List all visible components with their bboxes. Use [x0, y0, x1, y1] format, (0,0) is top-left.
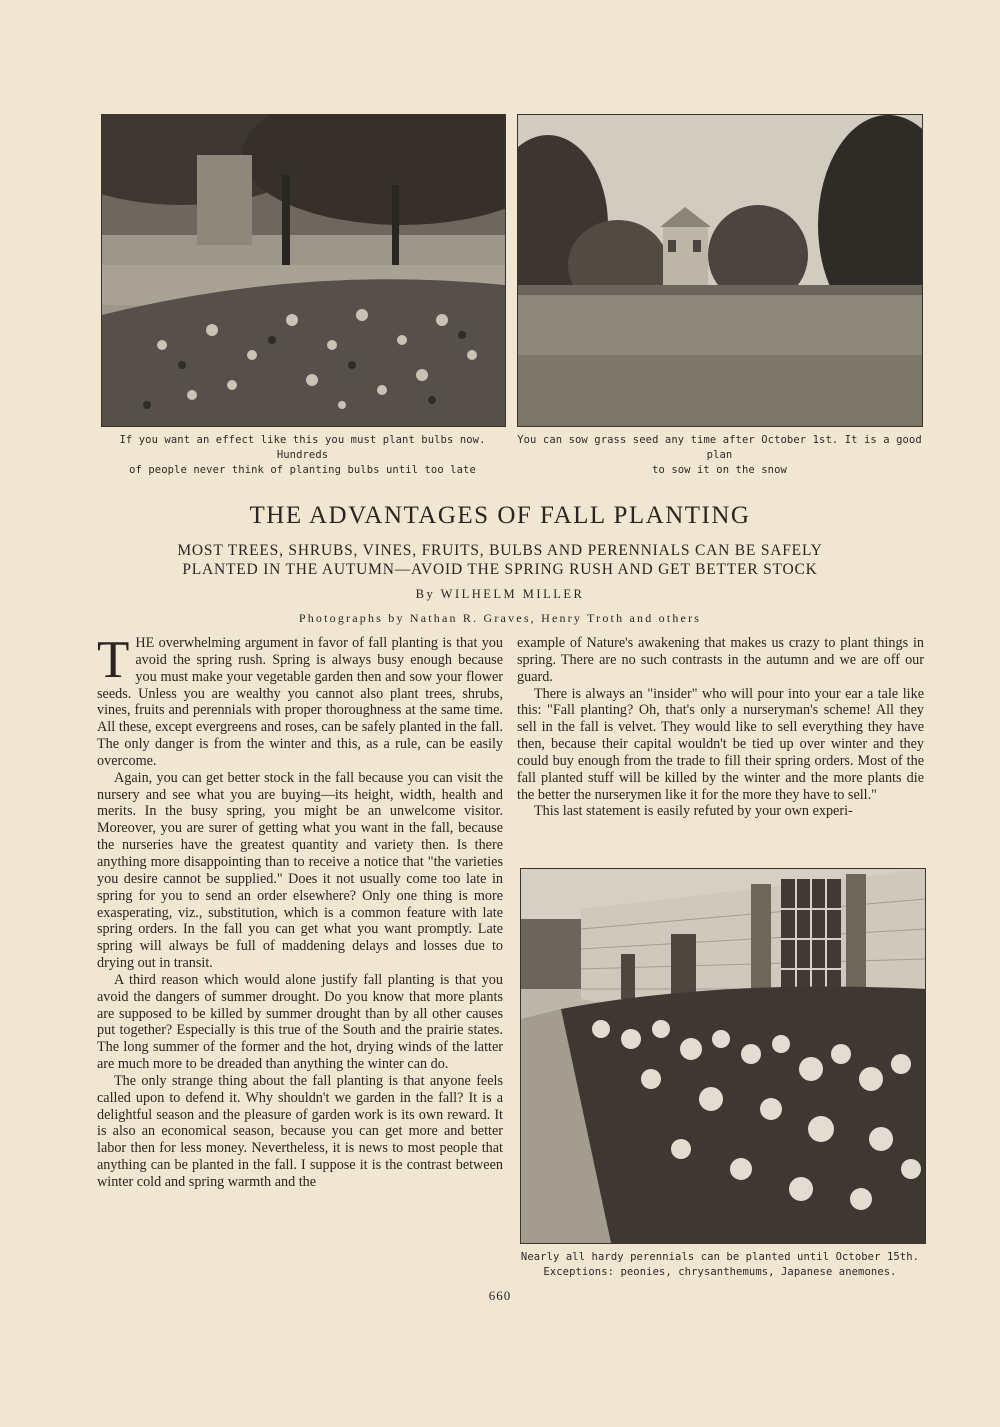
paragraph: There is always an "insider" who will pour into your ear a tale like this: "Fall planting? Oh, that's only a nurseryman's scheme! All they sell in the fall is velvet. They would like to sell everything they have then, because their capital wouldn't be tied up over winter and they could buy enough from the trade to fill their spring orders. Most of the fall planted stuff will be killed by the winter and the more plants die the better the nurserymen like it for the more they have to sell.": [517, 685, 924, 803]
article-subtitle-line-2: PLANTED IN THE AUTUMN—AVOID THE SPRING RUSH AND GET BETTER STOCK: [182, 561, 818, 578]
tulip-bed-photo: [101, 114, 506, 427]
article-subtitle-line-1: MOST TREES, SHRUBS, VINES, FRUITS, BULBS AND PERENNIALS CAN BE SAFELY: [177, 542, 823, 559]
caption-line: to sow it on the snow: [652, 464, 787, 476]
paragraph: The only strange thing about the fall planting is that anyone feels called upon to defend it. Why shouldn't we garden in the fall? It is a delightful season and the pleasure of garden work is its own reward. It is also an economical season, because you can get more and better labor then for less money. Nevertheless, it is news to most people that anything can be planted in the fall. I suppose it is the contrast between winter cold and spring warmth and the: [97, 1072, 503, 1190]
paragraph: This last statement is easily refuted by your own experi-: [534, 803, 853, 820]
perennial-photo-caption: [505, 1250, 935, 1280]
paragraph: example of Nature's awakening that makes us crazy to plant things in spring. There are no such contrasts in the autumn and we are off our guard.: [517, 635, 924, 685]
right-column: [517, 635, 924, 820]
left-column: [97, 631, 503, 1191]
article-title: THE ADVANTAGES OF FALL PLANTING: [249, 502, 751, 529]
lawn-photo-caption: [512, 433, 927, 478]
caption-line: Nearly all hardy perennials can be planted until October 15th.: [520, 1251, 920, 1263]
paragraph: A third reason which would alone justify fall planting is that you avoid the dangers of summer drought. Do you know that more plants are supposed to be killed by summer drought than by all other causes put together? Especially is this true of the South and the prairie states. The long summer of the former and the hot, drying winds of the latter are much more to be dreaded than anything the winter can do.: [97, 971, 503, 1073]
paragraph: [97, 631, 503, 770]
author-byline: By WILHELM MILLER: [415, 587, 585, 601]
perennial-border-photo: [520, 868, 926, 1244]
paragraph-text: HE overwhelming argument in favor of fall planting is that you avoid the spring rush. Spring is always busy enough because you must make your vegetable garden then and sow your flower seeds. Unless you are wealthy you cannot also plant trees, shrubs, vines, fruits and perennials with proper thoroughness at the same time. All these, except evergreens and roses, can be safely planted in the fall. The only danger is from the winter and this, as a rule, can be easily overcome.: [97, 635, 503, 769]
lawn-photo: [517, 114, 923, 427]
caption-line: of people never think of planting bulbs until too late: [129, 464, 476, 476]
paragraph: Again, you can get better stock in the fall because you can visit the nursery and see what you are buying—its height, width, health and merits. In the busy spring, you might be an unwelcome visitor. Moreover, you are surer of getting what you want in the fall, because the nurseries have the greatest quantity and variety then. Is there anything more disappointing than to receive a notice that "the varieties you desire cannot be supplied." Does it not usually come too late in spring for you to send an order elsewhere? Only one thing is more exasperating, viz., substitution, which is a common feature with late spring orders. In the fall you can get what you want promptly. Late spring will always be full of maddening delays and losses due to drying out in transit.: [97, 769, 503, 972]
caption-line: If you want an effect like this you must plant bulbs now. Hundreds: [119, 434, 486, 461]
caption-line: You can sow grass seed any time after October 1st. It is a good plan: [517, 434, 922, 461]
photo-credits: Photographs by Nathan R. Graves, Henry Troth and others: [298, 611, 702, 625]
drop-cap: T: [97, 631, 130, 689]
page-number: 660: [488, 1288, 512, 1303]
caption-line: Exceptions: peonies, chrysanthemums, Japanese anemones.: [543, 1266, 897, 1278]
tulip-photo-caption: [101, 433, 504, 478]
